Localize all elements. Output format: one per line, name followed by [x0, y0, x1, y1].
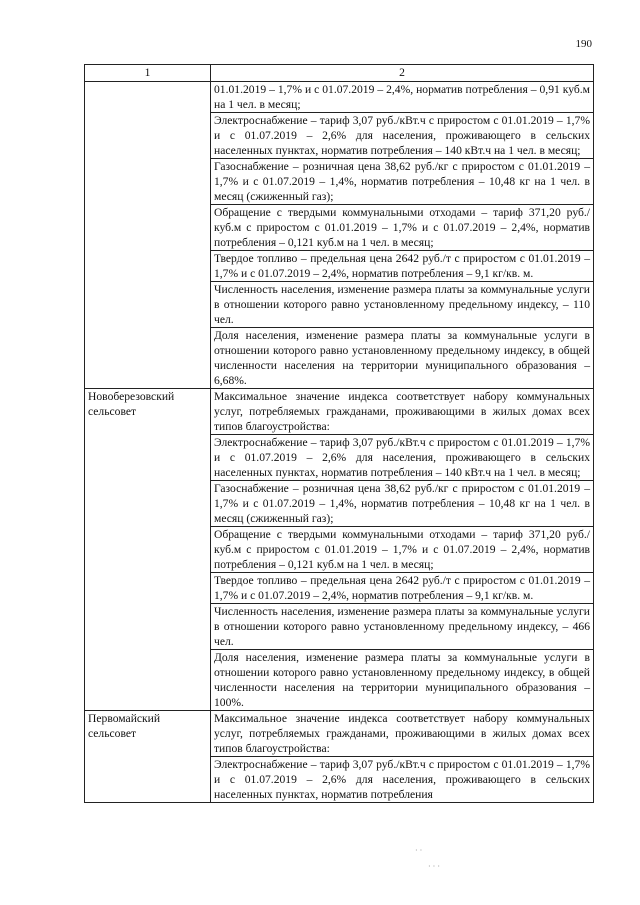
description-paragraph: Доля населения, изменение размера платы за коммунальные услуги в отношении которого равно установленному предельному индексу, в общей численности населения на территории муниципального образования – 6,68%. [211, 327, 593, 388]
description-paragraph: Доля населения, изменение размера платы за коммунальные услуги в отношении которого равно установленному предельному индексу, в общей численности населения на территории муниципального образования – 100%. [211, 649, 593, 710]
municipality-name-cell [85, 82, 211, 389]
description-paragraph: Электроснабжение – тариф 3,07 руб./кВт.ч с приростом с 01.01.2019 – 1,7% и с 01.07.2019 – 2,6% для населения, проживающего в сельских населенных пунктах, норматив потребления – 140 кВт.ч на 1 чел. в месяц; [211, 434, 593, 480]
column-header-1: 1 [85, 65, 211, 82]
description-paragraph: Твердое топливо – предельная цена 2642 руб./т с приростом с 01.01.2019 – 1,7% и с 01.07.2019 – 2,4%, норматив потребления – 9,1 кг/кв. м. [211, 572, 593, 603]
municipality-name-cell: Первомайский сельсовет [85, 711, 211, 803]
municipality-name-cell: Новоберезовский сельсовет [85, 389, 211, 711]
description-paragraph: Твердое топливо – предельная цена 2642 руб./т с приростом с 01.01.2019 – 1,7% и с 01.07.2019 – 2,4%, норматив потребления – 9,1 кг/кв. м. [211, 250, 593, 281]
description-paragraph: 01.01.2019 – 1,7% и с 01.07.2019 – 2,4%, норматив потребления – 0,91 куб.м на 1 чел. в месяц; [213, 83, 590, 111]
description-paragraph: Численность населения, изменение размера платы за коммунальные услуги в отношении которого равно установленному предельному индексу, – 466 чел. [211, 603, 593, 649]
table-body [85, 82, 594, 803]
page-number: 190 [575, 38, 592, 50]
scan-speck: · · [415, 846, 423, 855]
description-cell [210, 82, 593, 389]
description-paragraph: Максимальное значение индекса соответствует набору коммунальных услуг, потребляемых гражданами, проживающими в жилых домах всех типов благоустройства: [213, 390, 590, 433]
description-paragraph: Численность населения, изменение размера платы за коммунальные услуги в отношении которого равно установленному предельному индексу, – 110 чел. [211, 281, 593, 327]
description-paragraph: Электроснабжение – тариф 3,07 руб./кВт.ч с приростом с 01.01.2019 – 1,7% и с 01.07.2019 – 2,6% для населения, проживающего в сельских населенных пунктах, норматив потребления [211, 756, 593, 802]
table-row [85, 389, 594, 711]
description-paragraph: Обращение с твердыми коммунальными отходами – тариф 371,20 руб./куб.м с приростом с 01.01.2019 – 1,7% и с 01.07.2019 – 2,4%, норматив потребления – 0,121 куб.м на 1 чел. в месяц; [211, 204, 593, 250]
description-paragraph: Обращение с твердыми коммунальными отходами – тариф 371,20 руб./куб.м с приростом с 01.01.2019 – 1,7% и с 01.07.2019 – 2,4%, норматив потребления – 0,121 куб.м на 1 чел. в месяц; [211, 526, 593, 572]
table-row [85, 82, 594, 389]
description-paragraph: Максимальное значение индекса соответствует набору коммунальных услуг, потребляемых гражданами, проживающими в жилых домах всех типов благоустройства: [213, 712, 590, 755]
description-paragraph: Газоснабжение – розничная цена 38,62 руб./кг с приростом с 01.01.2019 – 1,7% и с 01.07.2019 – 1,4%, норматив потребления – 10,48 кг на 1 чел. в месяц (сжиженный газ); [211, 158, 593, 204]
description-paragraph: Газоснабжение – розничная цена 38,62 руб./кг с приростом с 01.01.2019 – 1,7% и с 01.07.2019 – 1,4%, норматив потребления – 10,48 кг на 1 чел. в месяц (сжиженный газ); [211, 480, 593, 526]
description-cell [210, 389, 593, 711]
table-header-row [85, 65, 594, 82]
description-paragraph: Электроснабжение – тариф 3,07 руб./кВт.ч с приростом с 01.01.2019 – 1,7% и с 01.07.2019 – 2,6% для населения, проживающего в сельских населенных пунктах, норматив потребления – 140 кВт.ч на 1 чел. в месяц; [211, 112, 593, 158]
column-header-2: 2 [210, 65, 593, 82]
tariff-table [84, 64, 594, 803]
table-row [85, 711, 594, 803]
scan-speck: · · · [428, 862, 440, 871]
description-cell [210, 711, 593, 803]
